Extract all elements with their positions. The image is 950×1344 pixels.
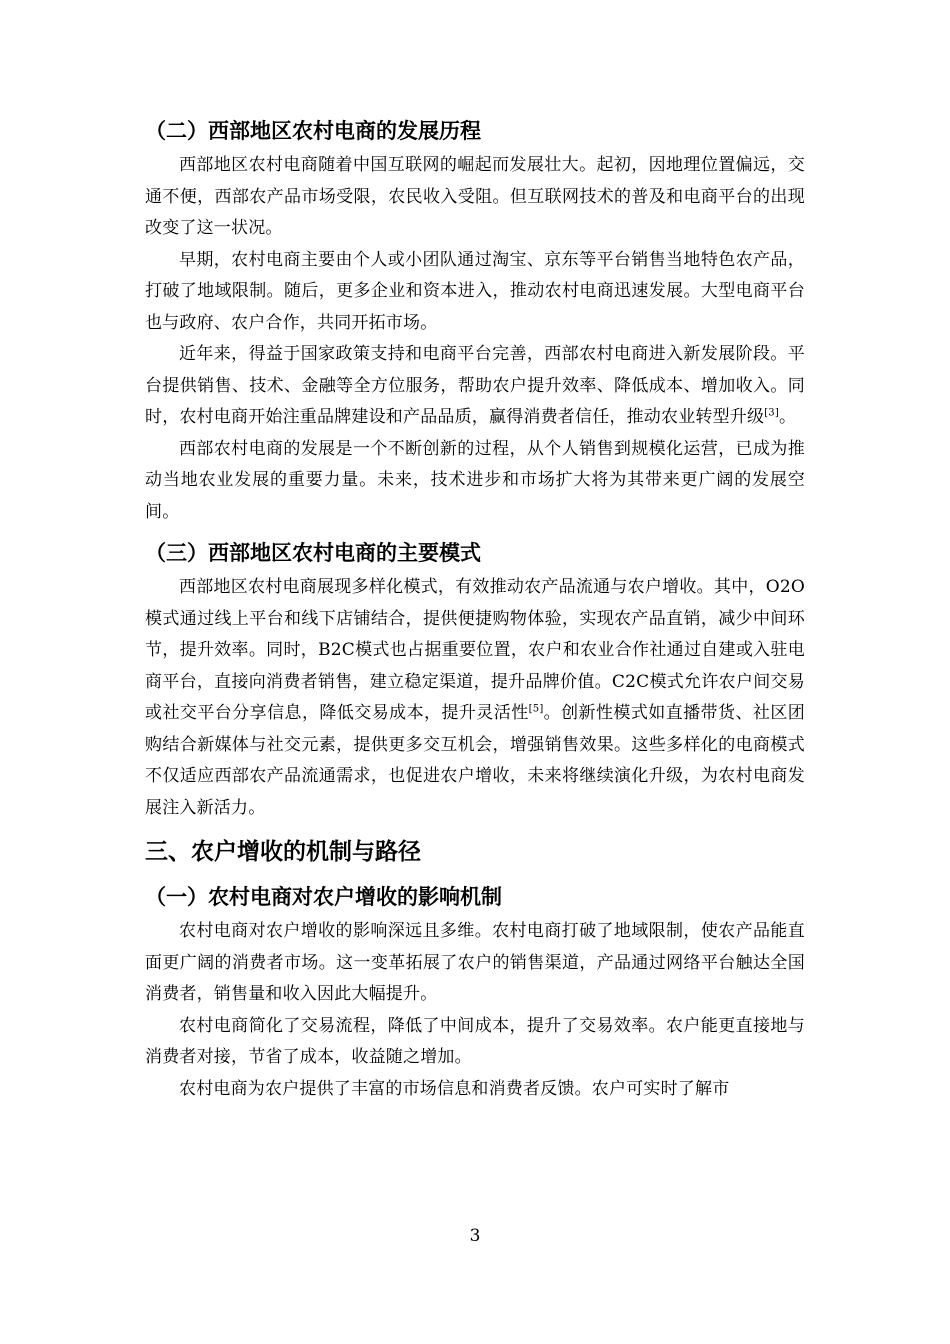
paragraph-text: 西部地区农村电商展现多样化模式，有效推动农产品流通与农户增收。其中，O2O模式通过线上平台和线下店铺结合，提供便捷购物体验，实现农产品直销，减少中间环节，提升效率。同时，B2C模式也占据重要位置，农户和农业合作社通过自建或入驻电商平台，直接向消费者销售，建立稳定渠道，提升品牌价值。C2C模式允许农户间交易或社交平台分享信息，降低交易成本，提升灵活性 <box>145 577 805 723</box>
paragraph <box>145 572 805 824</box>
page-number: 3 <box>469 1226 481 1246</box>
paragraph: 农村电商为农户提供了丰富的市场信息和消费者反馈。农户可实时了解市 <box>179 1078 730 1099</box>
page-content <box>145 114 805 1105</box>
chapter-heading-income-mechanism: 三、农户增收的机制与路径 <box>145 839 421 865</box>
paragraph: 西部地区农村电商随着中国互联网的崛起而发展壮大。起初，因地理位置偏远，交通不便，西部农产品市场受限，农民收入受阻。但互联网技术的普及和电商平台的出现改变了这一状况。 <box>145 155 805 238</box>
citation-ref: [3] <box>764 407 779 419</box>
paragraph <box>145 339 805 434</box>
paragraph: 农村电商对农户增收的影响深远且多维。农村电商打破了地域限制，使农产品能直面更广阔的消费者市场。这一变革拓展了农户的销售渠道，产品通过网络平台触达全国消费者，销售量和收入因此大幅提升。 <box>145 921 805 1004</box>
paragraph: 早期，农村电商主要由个人或小团队通过淘宝、京东等平台销售当地特色农产品，打破了地域限制。随后，更多企业和资本进入，推动农村电商迅速发展。大型电商平台也与政府、农户合作，共同开拓市场。 <box>145 249 805 333</box>
paragraph: 西部农村电商的发展是一个不断创新的过程，从个人销售到规模化运营，已成为推动当地农业发展的重要力量。未来，技术进步和市场扩大将为其带来更广阔的发展空间。 <box>145 438 805 522</box>
section-heading-development-history: （二）西部地区农村电商的发展历程 <box>145 119 481 143</box>
citation-ref: [5] <box>528 703 544 715</box>
paragraph-text-end: 。 <box>778 407 797 427</box>
section-heading-impact-mechanism: （一）农村电商对农户增收的影响机制 <box>145 885 502 909</box>
paragraph-text-cont: 。创新性模式如直播带货、社区团购结合新媒体与社交元素，提供更多交互机会，增强销售效果。这些多样化的电商模式不仅适应西部农产品流通需求，也促进农户增收，未来将继续演化升级，为农村电商发展注入新活力。 <box>145 703 806 818</box>
paragraph-text: 近年来，得益于国家政策支持和电商平台完善，西部农村电商进入新发展阶段。平台提供销售、技术、金融等全方位服务，帮助农户提升效率、降低成本、增加收入。同时，农村电商开始注重品牌建设和产品品质，赢得消费者信任，推动农业转型升级 <box>145 344 805 427</box>
paragraph: 农村电商简化了交易流程，降低了中间成本，提升了交易效率。农户能更直接地与消费者对接，节省了成本，收益随之增加。 <box>145 1015 805 1067</box>
section-heading-main-models: （三）西部地区农村电商的主要模式 <box>145 541 481 565</box>
